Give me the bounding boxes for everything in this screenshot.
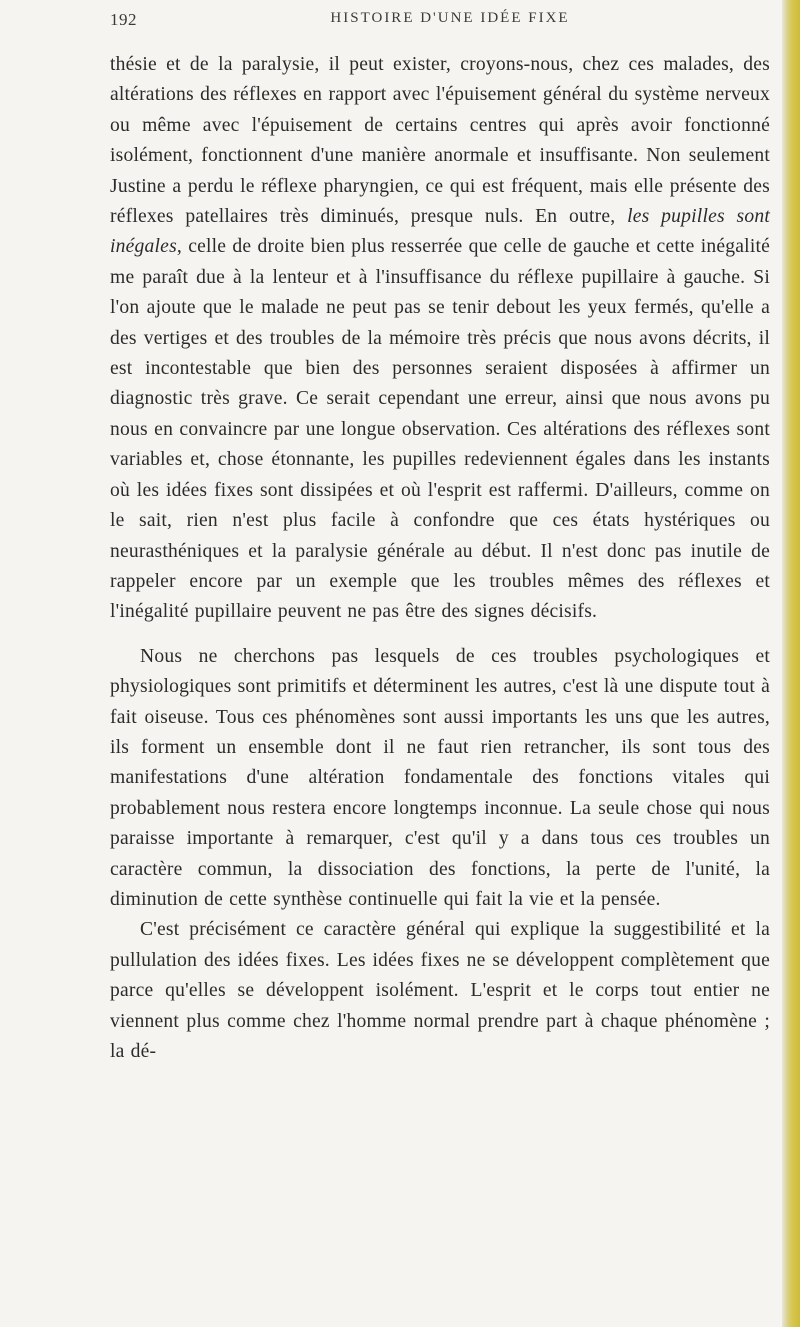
page-number: 192	[110, 10, 137, 29]
body-text	[110, 50, 770, 1067]
paragraph-3: C'est précisément ce caractère général qui explique la suggestibilité et la pullulation des idées fixes. Les idées fixes ne se développent complètement que parce qu'elles se développent isolément. L'esprit et le corps tout entier ne viennent plus comme chez l'homme normal prendre part à chaque phénomène ; la dé-	[110, 919, 770, 1062]
paragraph-2: Nous ne cherchons pas lesquels de ces troubles psychologiques et physiologiques sont primitifs et déterminent les autres, c'est là une dispute tout à fait oiseuse. Tous ces phénomènes sont aussi importants les uns que les autres, ils forment un ensemble dont il ne faut rien retrancher, ils sont tous des manifestations d'une altération fondamentale des fonctions vitales qui probablement nous restera encore longtemps inconnue. La seule chose qui nous paraisse importante à remarquer, c'est qu'il y a dans tous ces troubles un caractère commun, la dissociation des fonctions, la perte de l'unité, la diminution de cette synthèse continuelle qui fait la vie et la pensée.	[110, 645, 770, 910]
paragraph-1-italic: les pupilles sont inégales	[110, 206, 770, 258]
paragraph-1	[110, 50, 770, 628]
page-header	[110, 10, 770, 38]
paragraph-1-text-start: thésie et de la paralysie, il peut exister, croyons-nous, chez ces malades, des altérations des réflexes en rapport avec l'épuisement général du système nerveux ou même avec l'épuisement de certains centres qui après avoir fonctionné isolément, fonctionnent d'une manière anormale et insuffisante. Non seulement Justine a perdu le réflexe pharyngien, ce qui est fréquent, mais elle présente des réflexes patellaires très diminués, presque nuls. En outre,	[110, 54, 770, 228]
paragraph-1-text-end: , celle de droite bien plus resserrée que celle de gauche et cette inégalité me paraît due à la lenteur et à l'insuffisance du réflexe pupillaire à gauche. Si l'on ajoute que le malade ne peut pas se tenir debout les yeux fermés, qu'elle a des vertiges et des troubles de la mémoire très précis que nous avons décrits, il est incontestable que bien des personnes seraient disposées à affirmer un diagnostic très grave. Ce serait cependant une erreur, ainsi que nous avons pu nous en convaincre par une longue observation. Ces altérations des réflexes sont variables et, chose étonnante, les pupilles redeviennent égales dans les instants où les idées fixes sont dissipées et où l'esprit est raffermi. D'ailleurs, comme on le sait, rien n'est plus facile à confondre que ces états hystériques ou neurasthéniques et la paralysie générale au début. Il n'est donc pas inutile de rappeler encore par un exemple que les troubles mêmes des réflexes et l'inégalité pupillaire peuvent ne pas être des signes décisifs.	[110, 236, 770, 623]
page-edge	[782, 0, 800, 1327]
running-title: HISTOIRE D'UNE IDÉE FIXE	[330, 10, 570, 26]
